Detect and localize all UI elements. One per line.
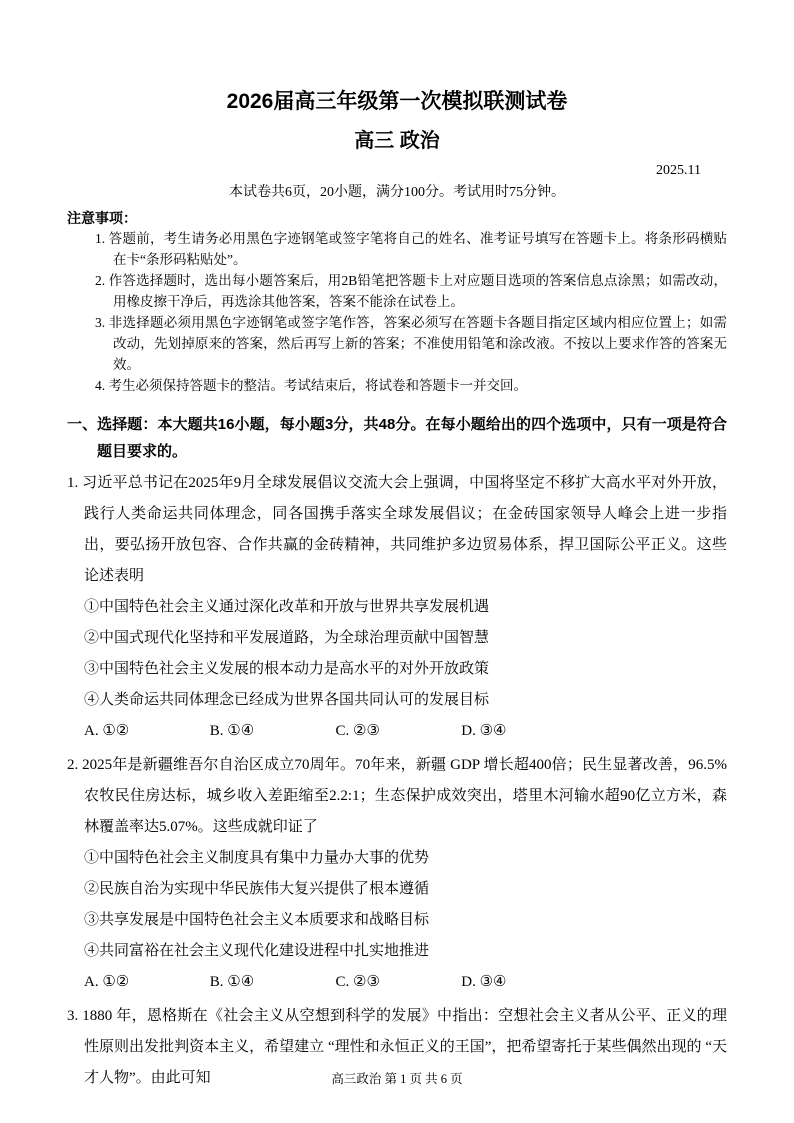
question-option: ③共享发展是中国特色社会主义本质要求和战略目标 [84,911,430,928]
notice-item: 1. 答题前，考生请务必用黑色字迹钢笔或签字笔将自己的姓名、准考证号填写在答题卡上。将条形码横贴在卡“条形码粘贴处”。 [95,231,727,268]
exam-date: 2025.11 [656,163,701,179]
question-option: ④人类命运共同体理念已经成为世界各国共同认可的发展目标 [84,691,490,708]
answer-choice-b: B. ①④ [209,722,255,739]
exam-info-line: 本试卷共6页，20小题，满分100分。考试用时75分钟。 [229,185,565,201]
question-option: ③中国特色社会主义发展的根本动力是高水平的对外开放政策 [84,660,490,677]
question-1 [67,468,727,747]
answer-choice-c: C. ②③ [335,722,380,739]
question-stem: 2. 2025年是新疆维吾尔自治区成立70周年。70年来，新疆 GDP 增长超400倍；民生显著改善，96.5%农牧民住房达标，城乡收入差距缩至2.2:1；生态保护成效突出，塔里木河输水超90亿立方米，森林覆盖率达5.07%。这些成就印证了 [67,756,727,835]
question-option: ①中国特色社会主义通过深化改革和开放与世界共享发展机遇 [84,598,490,615]
answer-choice-d: D. ③④ [461,973,507,990]
answer-choice-a: A. ①② [84,722,130,739]
notice-item: 4. 考生必须保持答题卡的整洁。考试结束后，将试卷和答题卡一并交回。 [95,377,527,393]
question-2 [67,750,727,998]
answer-choices [67,716,727,747]
question-stem: 1. 习近平总书记在2025年9月全球发展倡议交流大会上强调，中国将坚定不移扩大高水平对外开放，践行人类命运共同体理念，同各国携手落实全球发展倡议；在金砖国家领导人峰会上进一步指出，要弘扬开放包容、合作共赢的金砖精神，共同维护多边贸易体系，捍卫国际公平正义。这些论述表明 [67,474,727,584]
section-heading: 一、选择题：本大题共16小题，每小题3分，共48分。在每小题给出的四个选项中，只有一项是符合题目要求的。 [67,415,727,460]
answer-choice-c: C. ②③ [335,973,380,990]
question-option: ④共同富裕在社会主义现代化建设进程中扎实地推进 [84,942,430,959]
answer-choice-a: A. ①② [84,973,130,990]
question-stem: 3. 1880 年，恩格斯在《社会主义从空想到科学的发展》中指出：空想社会主义者从公平、正义的理性原则出发批判资本主义，希望建立 “理性和永恒正义的王国”，把希望寄托于某些偶然出现的 “天才人物”。由此可知 [67,1007,727,1086]
notice-item: 2. 作答选择题时，选出每小题答案后，用2B铅笔把答题卡上对应题目选项的答案信息点涂黑；如需改动，用橡皮擦干净后，再选涂其他答案，答案不能涂在试卷上。 [95,273,727,310]
answer-choice-d: D. ③④ [461,722,507,739]
exam-subject: 高三 政治 [354,130,440,153]
question-option: ①中国特色社会主义制度具有集中力量办大事的优势 [84,849,430,866]
notice-item: 3. 非选择题必须用黑色字迹钢笔或签字笔作答，答案必须写在答题卡各题目指定区域内相应位置上；如需改动，先划掉原来的答案，然后再写上新的答案；不准使用铅笔和涂改液。不按以上要求作答的答案无效。 [95,314,727,372]
notice-list [67,229,727,396]
exam-title: 2026届高三年级第一次模拟联测试卷 [226,90,568,113]
answer-choice-b: B. ①④ [209,973,255,990]
notice-heading: 注意事项： [67,210,137,227]
answer-choices [67,967,727,998]
question-option: ②民族自治为实现中华民族伟大复兴提供了根本遵循 [84,880,430,897]
question-option: ②中国式现代化坚持和平发展道路，为全球治理贡献中国智慧 [84,629,490,646]
page-footer: 高三政治 第 1 页 共 6 页 [331,1072,463,1086]
